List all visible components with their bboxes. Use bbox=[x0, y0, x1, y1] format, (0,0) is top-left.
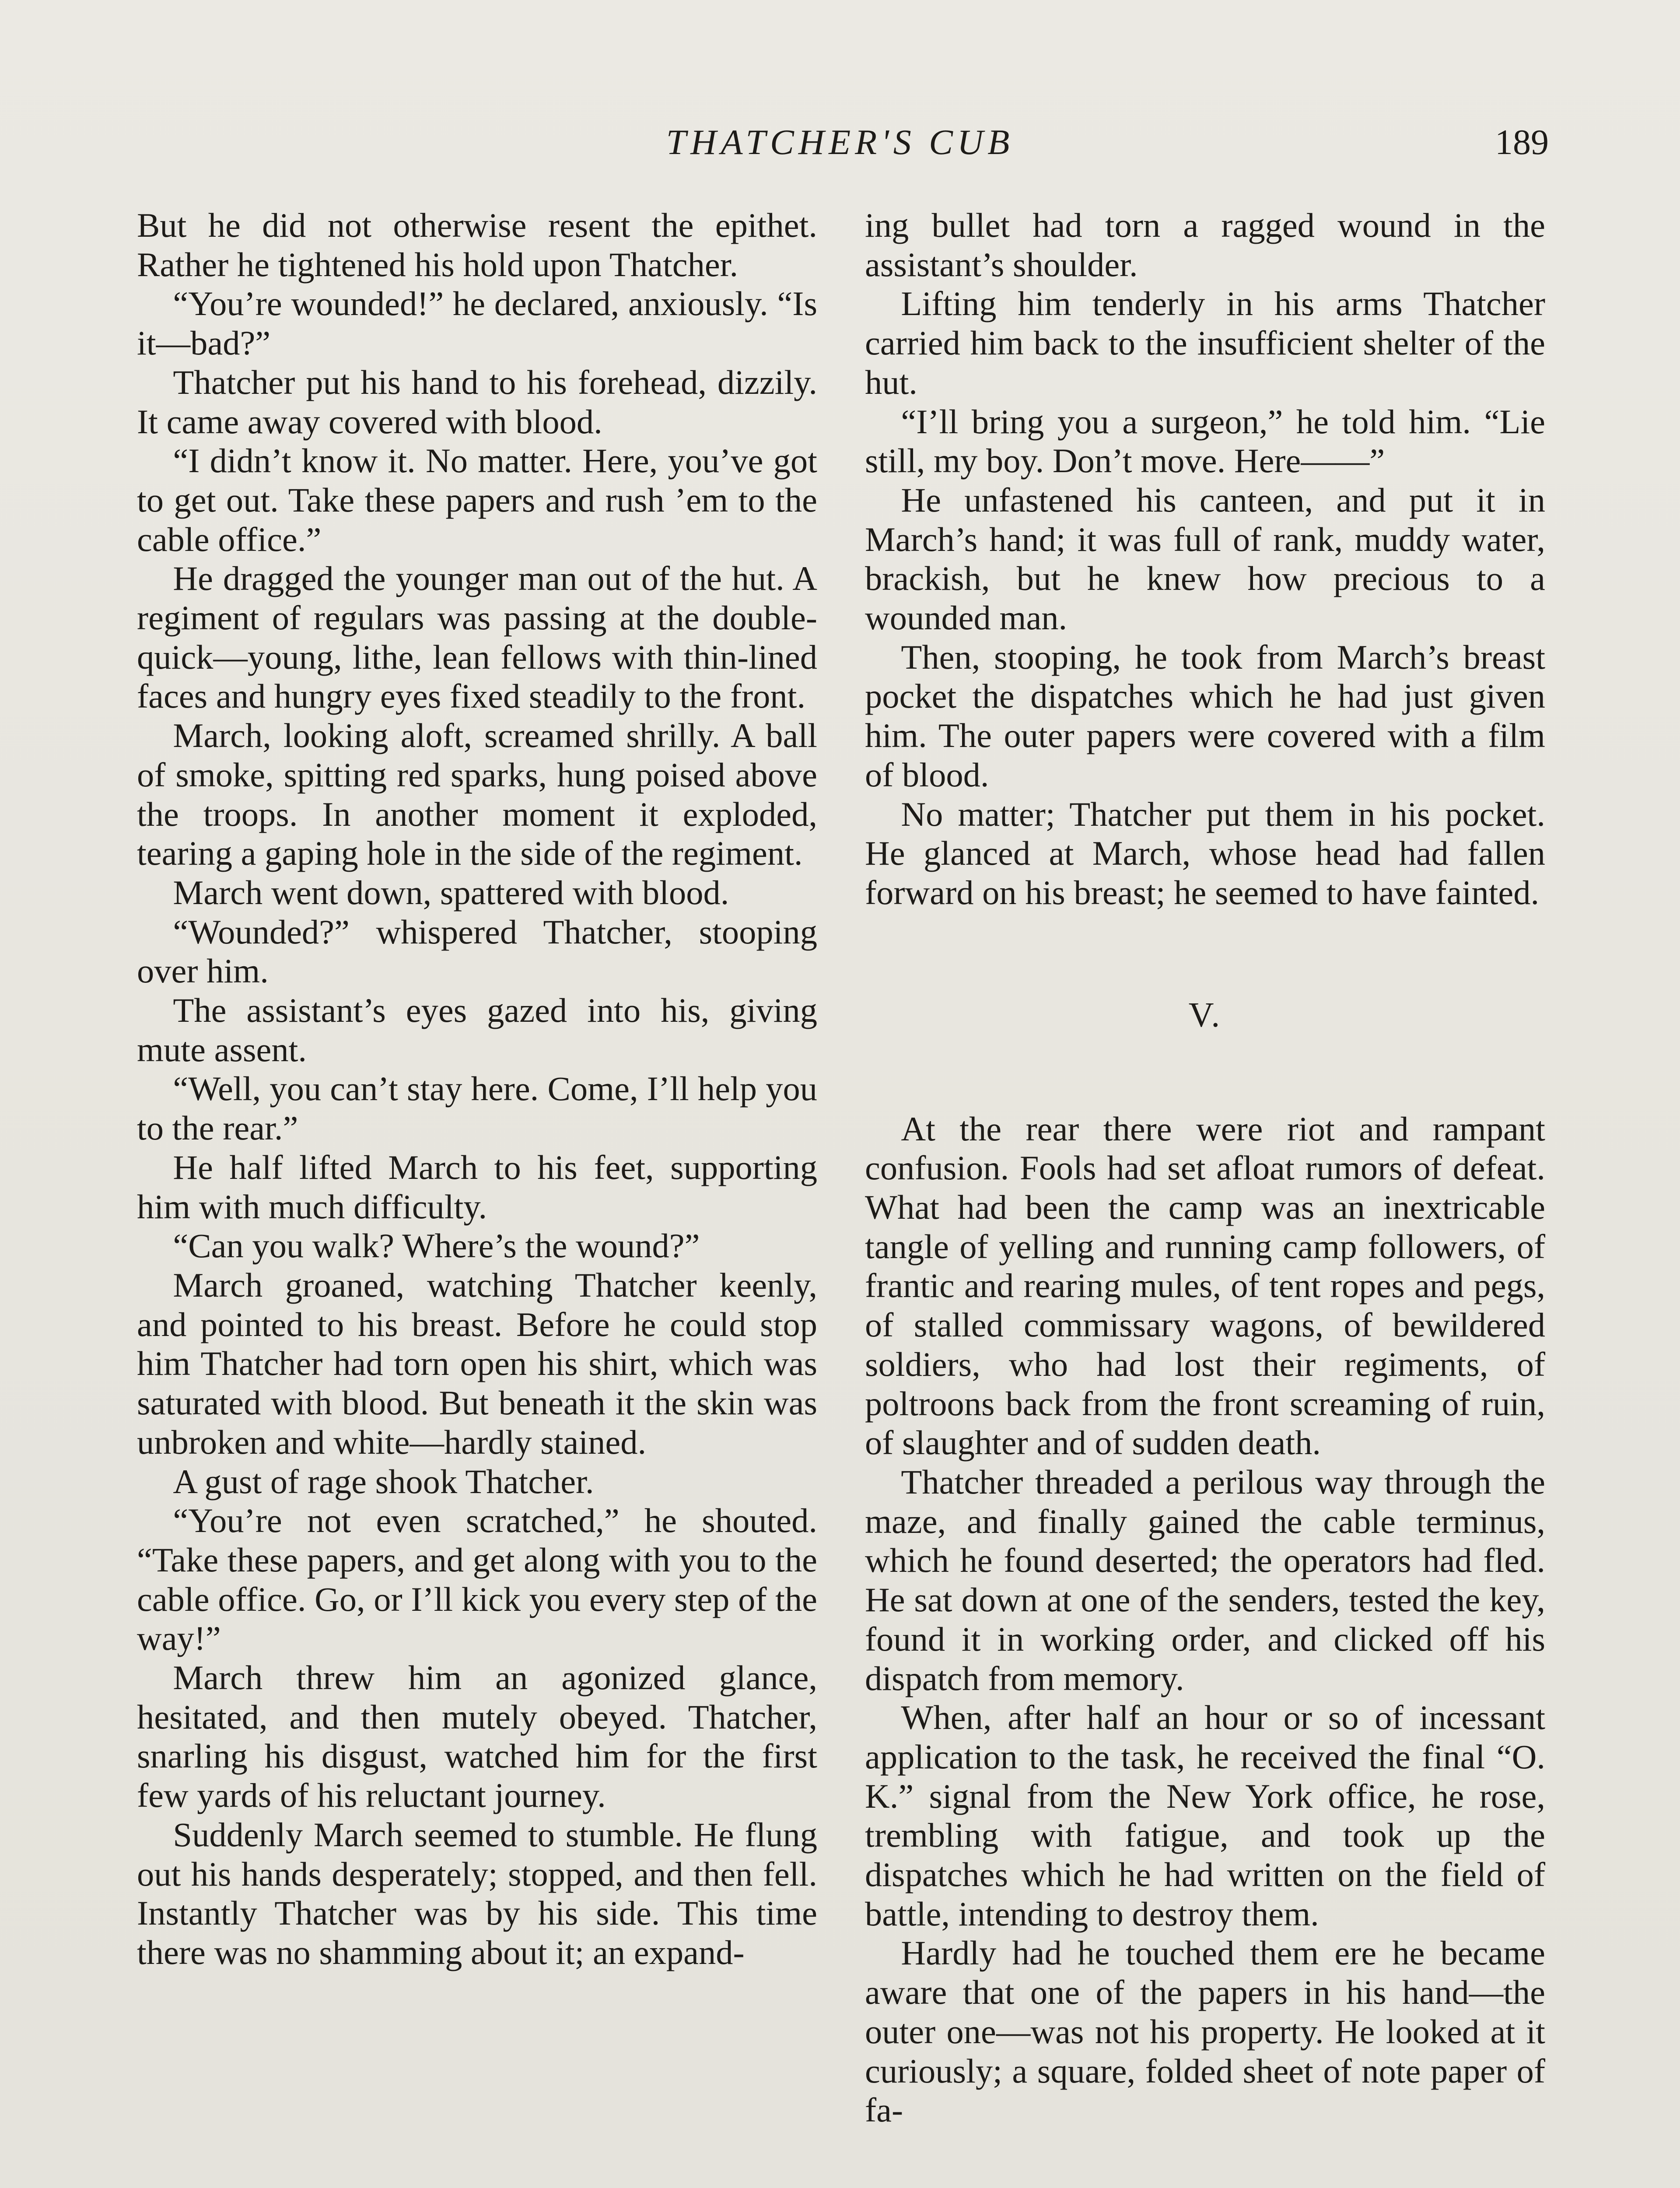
section-heading: V. bbox=[1188, 996, 1222, 1034]
left-text-column bbox=[137, 206, 817, 1972]
page-header bbox=[0, 118, 1680, 166]
paragraph: March groaned, watching Thatcher keenly, and pointed to his breast. Before he could stop him Thatcher had torn open his shirt, which was saturated with blood. But beneath it the skin was unbroken and white—hardly stained. bbox=[137, 1266, 817, 1461]
paragraph: “You’re wounded!” he declared, anxiously. “Is it—bad?” bbox=[137, 284, 817, 362]
paragraph: At the rear there were riot and rampant confusion. Fools had set afloat rumors of defeat. What had been the camp was an inextricable tangle of yelling and running camp followers, of frantic and rearing mules, of tent ropes and pegs, of stalled commissary wagons, of bewildered soldiers, who had lost their regiments, of poltroons back from the front screaming of ruin, of slaughter and of sudden death. bbox=[865, 1109, 1545, 1462]
paragraph: The assistant’s eyes gazed into his, giving mute assent. bbox=[137, 991, 817, 1069]
paragraph: March went down, spattered with blood. bbox=[173, 873, 729, 912]
paragraph: “Well, you can’t stay here. Come, I’ll help you to the rear.” bbox=[137, 1069, 817, 1147]
paragraph: “Wounded?” whispered Thatcher, stooping over him. bbox=[137, 912, 817, 990]
paragraph: He dragged the younger man out of the hut. A regiment of regulars was passing at the double-quick—young, lithe, lean fellows with thin-lined faces and hungry eyes fixed steadily to the front. bbox=[137, 559, 817, 715]
paragraph: Hardly had he touched them ere he became aware that one of the papers in his hand—the outer one—was not his property. He looked at it curiously; a square, folded sheet of note paper of fa- bbox=[865, 1934, 1545, 2129]
paragraph: Thatcher put his hand to his forehead, dizzily. It came away covered with blood. bbox=[137, 363, 817, 441]
paragraph: He unfastened his canteen, and put it in March’s hand; it was full of rank, muddy water, brackish, but he knew how precious to a wounded man. bbox=[865, 480, 1545, 637]
paragraph: Lifting him tenderly in his arms Thatcher carried him back to the insufficient shelter of the hut. bbox=[865, 284, 1545, 401]
running-title: THATCHER'S CUB bbox=[666, 122, 1014, 162]
page-number: 189 bbox=[1495, 122, 1549, 162]
paragraph: But he did not otherwise resent the epithet. Rather he tightened his hold upon Thatcher. bbox=[137, 206, 817, 284]
paragraph: Then, stooping, he took from March’s breast pocket the dispatches which he had just given him. The outer papers were covered with a film of blood. bbox=[865, 638, 1545, 794]
paragraph: When, after half an hour or so of incessant application to the task, he received the final “O. K.” signal from the New York office, he rose, trembling with fatigue, and took up the dispatches which he had written on the field of battle, intending to destroy them. bbox=[865, 1698, 1545, 1933]
paragraph: “Can you walk? Where’s the wound?” bbox=[173, 1227, 700, 1265]
paragraph: “You’re not even scratched,” he shouted. “Take these papers, and get along with you to the cable office. Go, or I’ll kick you every step of the way!” bbox=[137, 1501, 817, 1658]
paragraph: “I didn’t know it. No matter. Here, you’ve got to get out. Take these papers and rush ’em to the cable office.” bbox=[137, 442, 817, 558]
paragraph: March threw him an agonized glance, hesitated, and then mutely obeyed. Thatcher, snarling his disgust, watched him for the first few yards of his reluctant journey. bbox=[137, 1659, 817, 1815]
right-column-upper-text bbox=[865, 206, 1545, 912]
paragraph: “I’ll bring you a surgeon,” he told him. “Lie still, my boy. Don’t move. Here——” bbox=[865, 402, 1545, 480]
paragraph: No matter; Thatcher put them in his pocket. He glanced at March, whose head had fallen forward on his breast; he seemed to have fainted. bbox=[865, 795, 1545, 912]
paragraph: Suddenly March seemed to stumble. He flung out his hands desperately; stopped, and then fell. Instantly Thatcher was by his side. This time there was no shamming about it; an expand- bbox=[137, 1815, 817, 1971]
paragraph: ing bullet had torn a ragged wound in the assistant’s shoulder. bbox=[865, 206, 1545, 284]
paragraph: Thatcher threaded a perilous way through the maze, and finally gained the cable terminus, which he found deserted; the operators had fled. He sat down at one of the senders, tested the key, found it in working order, and clicked off his dispatch from memory. bbox=[865, 1462, 1545, 1697]
right-text-column bbox=[865, 206, 1545, 2130]
paragraph: A gust of rage shook Thatcher. bbox=[173, 1462, 594, 1501]
paragraph: March, looking aloft, screamed shrilly. A ball of smoke, spitting red sparks, hung poised above the troops. In another moment it exploded, tearing a gaping hole in the side of the regiment. bbox=[137, 716, 817, 873]
right-column-lower-text bbox=[865, 1109, 1545, 2130]
paragraph: He half lifted March to his feet, supporting him with much difficulty. bbox=[137, 1148, 817, 1226]
